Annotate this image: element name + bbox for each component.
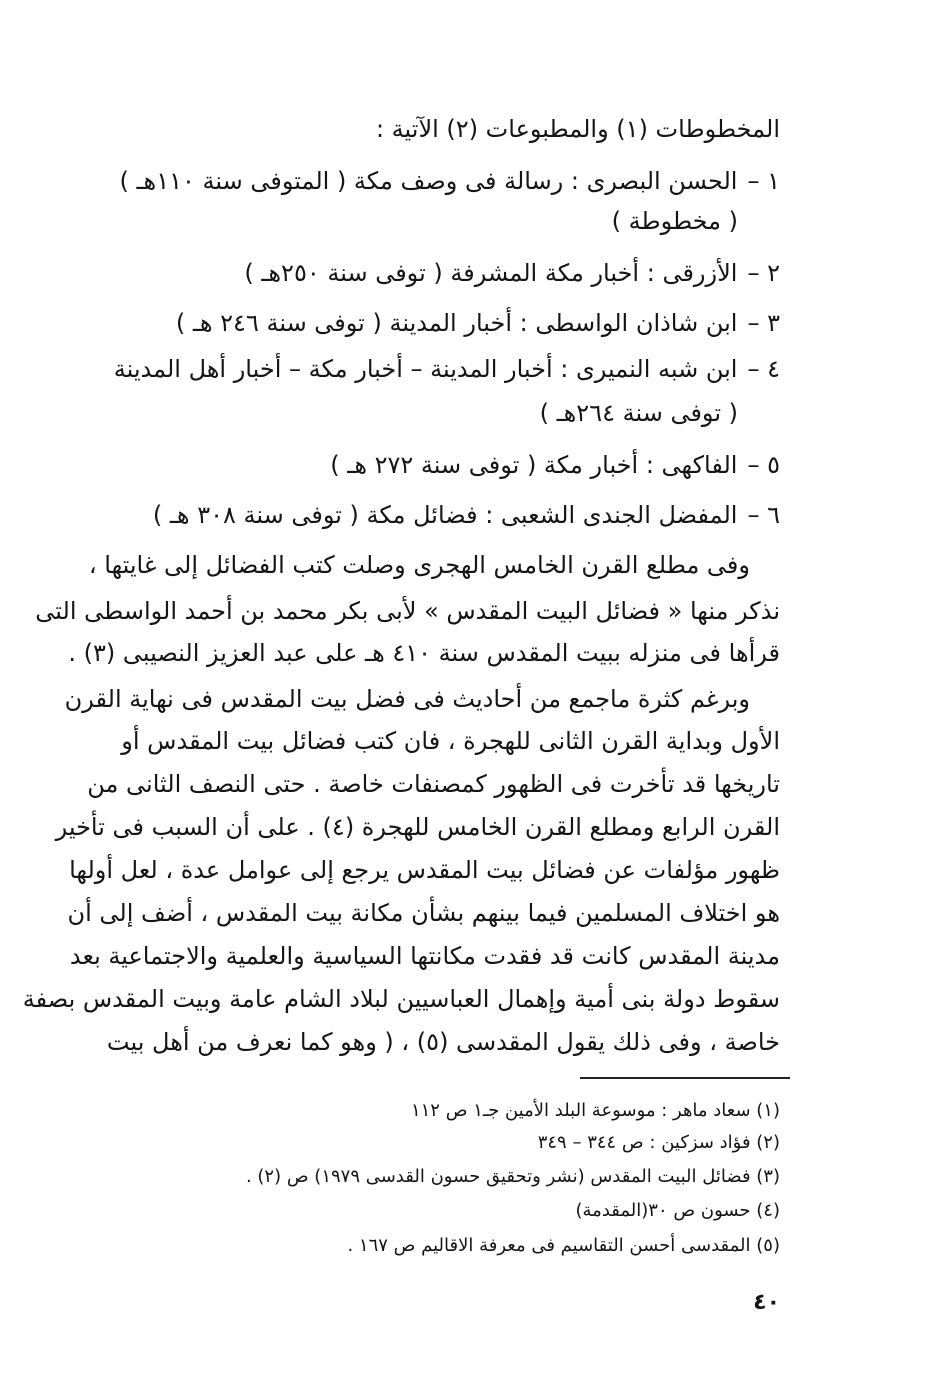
list-item-number: ٤ – [747,355,780,383]
list-item [114,352,780,386]
paragraph-line: ظهور مؤلفات عن فضائل بيت المقدس يرجع إلى عوامل عدة ، لعل أولها [69,856,780,884]
paragraph-line: وبرغم كثرة ماجمع من أحاديث فى فضل بيت المقدس فى نهاية القرن [64,685,750,713]
list-item [244,256,780,290]
intro-line: المخطوطات (١) والمطبوعات (٢) الآتية : [375,115,780,143]
list-item-number: ٣ – [747,309,780,337]
list-item-continuation: ( توفى سنة ٢٦٤هـ ) [539,399,738,427]
list-item-text: الأزرقى : أخبار مكة المشرفة ( توفى سنة ٢٥٠هـ ) [244,259,738,287]
footnote-divider [580,1077,790,1079]
paragraph-line: وفى مطلع القرن الخامس الهجرى وصلت كتب الفضائل إلى غايتها ، [88,551,750,579]
footnote: (٥) المقدسى أحسن التقاسيم فى معرفة الاقاليم ص ١٦٧ . [347,1235,780,1256]
list-item-text: ابن شبه النميرى : أخبار المدينة – أخبار مكة – أخبار أهل المدينة [113,355,738,383]
list-item-text: المفضل الجندى الشعبى : فضائل مكة ( توفى سنة ٣٠٨ هـ ) [152,501,738,529]
list-item-number: ١ – [747,167,780,195]
paragraph-line: نذكر منها « فضائل البيت المقدس » لأبى بكر محمد بن أحمد الواسطى التى [35,597,780,625]
list-item-text: الفاكهى : أخبار مكة ( توفى سنة ٢٧٢ هـ ) [330,451,738,479]
footnote: (٣) فضائل البيت المقدس (نشر وتحقيق حسون القدسى ١٩٧٩) ص (٢) . [245,1166,780,1187]
paragraph-line: سقوط دولة بنى أمية وإهمال العباسيين لبلاد الشام عامة وبيت المقدس بصفة [22,985,780,1013]
paragraph-line: مدينة المقدس كانت قد فقدت مكانتها السياسية والعلمية والاجتماعية بعد [69,942,780,970]
list-item [153,498,780,532]
list-item [330,448,780,482]
paragraph-line: هو اختلاف المسلمين فيما بينهم بشأن مكانة بيت المقدس ، أضف إلى أن [67,899,780,927]
page-number: ٤٠ [753,1290,780,1315]
footnote: (٤) حسون ص ٣٠(المقدمة) [575,1200,780,1221]
paragraph-line: الأول وبداية القرن الثانى للهجرة ، فان كتب فضائل بيت المقدس أو [121,727,780,755]
paragraph-line: خاصة ، وفى ذلك يقول المقدسى (٥) ، ( وهو كما نعرف من أهل بيت [106,1028,780,1056]
paragraph-line: قرأها فى منزله ببيت المقدس سنة ٤١٠ هـ على عبد العزيز النصيبى (٣) . [68,639,780,667]
paragraph-line: القرن الرابع ومطلع القرن الخامس للهجرة (٤) . على أن السبب فى تأخير [55,813,780,841]
footnote: (٢) فؤاد سزكين : ص ٣٤٤ – ٣٤٩ [537,1132,780,1153]
list-item-continuation: ( مخطوطة ) [611,207,738,235]
list-item [120,164,781,198]
list-item-text: الحسن البصرى : رسالة فى وصف مكة ( المتوفى سنة ١١٠هـ ) [119,167,738,195]
paragraph-line: تاريخها قد تأخرت فى الظهور كمصنفات خاصة . حتى النصف الثانى من [87,770,780,798]
list-item-text: ابن شاذان الواسطى : أخبار المدينة ( توفى سنة ٢٤٦ هـ ) [175,309,738,337]
list-item-number: ٢ – [747,259,780,287]
list-item [176,306,780,340]
list-item-number: ٦ – [747,501,780,529]
list-item-number: ٥ – [747,451,780,479]
footnote: (١) سعاد ماهر : موسوعة البلد الأمين جـ١ ص ١١٢ [410,1100,780,1121]
